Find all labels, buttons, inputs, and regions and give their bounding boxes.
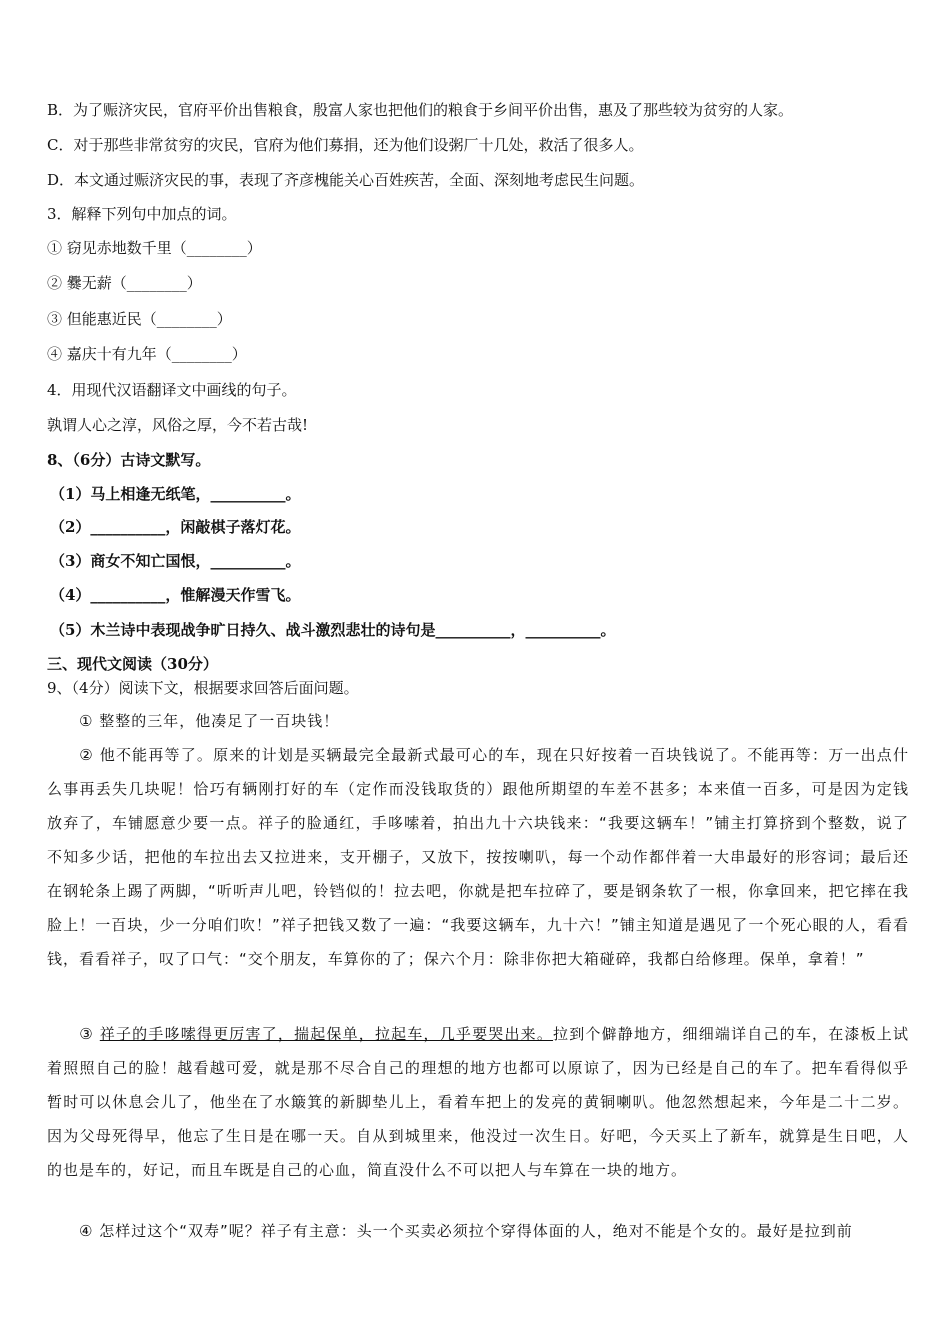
option-b: B．为了赈济灾民，官府平价出售粮食，殷富人家也把他们的粮食于乡间平价出售，惠及了那些较为贫穷的人家。: [47, 101, 794, 119]
question-8-item-5: （5）木兰诗中表现战争旷日持久、战斗激烈悲壮的诗句是__________，__________。: [50, 621, 616, 639]
question-4-sentence: 孰谓人心之淳，风俗之厚，今不若古哉!: [47, 416, 309, 434]
passage-underlined-sentence: 祥子的手哆嗦得更厉害了，揣起保单，拉起车，几乎要哭出来。: [99, 1025, 554, 1043]
passage-paragraph-2: [47, 738, 909, 976]
question-3-item-2: ② 爨无薪（________）: [47, 274, 202, 292]
passage-paragraph-4: [47, 1214, 909, 1248]
section-3-heading: 三、现代文阅读（30分）: [47, 655, 218, 673]
option-d: D．本文通过赈济灾民的事，表现了齐彦槐能关心百姓疾苦，全面、深刻地考虑民生问题。: [47, 171, 645, 189]
option-c: C．对于那些非常贫穷的灾民，官府为他们募捐，还为他们设粥厂十几处，救活了很多人。: [47, 136, 644, 154]
passage-paragraph-3-prefix: ③: [79, 1025, 100, 1043]
passage-paragraph-3: [47, 1017, 909, 1187]
question-8-item-1: （1）马上相逢无纸笔，__________。: [50, 485, 301, 503]
question-8-item-3: （3）商女不知亡国恨，__________。: [50, 552, 301, 570]
passage-paragraph-4-text: ④ 怎样过这个“双寿”呢？祥子有主意：头一个买卖必须拉个穿得体面的人，绝对不能是个女的。最好是拉到前: [79, 1222, 853, 1240]
question-3-item-1: ① 窃见赤地数千里（________）: [47, 239, 262, 257]
question-3-item-3: ③ 但能惠近民（________）: [47, 310, 232, 328]
question-3-title: 3．解释下列句中加点的词。: [47, 205, 237, 223]
passage-paragraph-3-text: 拉到个僻静地方，细细端详自己的车，在漆板上试着照照自己的脸！越看越可爱，就是那不尽合自己的理想的地方也都可以原谅了，因为已经是自己的车了。把车看得似乎暂时可以休息会儿了，他坐在了水簸箕的新脚垫儿上，看着车把上的发亮的黄铜喇叭。他忽然想起来，今年是二十二岁。因为父母死得早，他忘了生日是在哪一天。自从到城里来，他没过一次生日。好吧，今天买上了新车，就算是生日吧，人的也是车的，好记，而且车既是自己的心血，简直没什么不可以把人与车算在一块的地方。: [47, 1025, 909, 1179]
passage-paragraph-2-text: ② 他不能再等了。原来的计划是买辆最完全最新式最可心的车，现在只好按着一百块钱说了。不能再等：万一出点什么事再丢失几块呢！恰巧有辆刚打好的车（定作而没钱取货的）跟他所期望的车差不甚多；本来值一百多，可是因为定钱放弃了，车铺愿意少要一点。祥子的脸通红，手哆嗦着，拍出九十六块钱来：“我要这辆车！”铺主打算挤到个整数，说了不知多少话，把他的车拉出去又拉进来，支开棚子，又放下，按按喇叭，每一个动作都伴着一大串最好的形容词；最后还在钢轮条上踢了两脚，“听听声儿吧，铃铛似的！拉去吧，你就是把车拉碎了，要是钢条软了一根，你拿回来，把它摔在我脸上！一百块，少一分咱们吹！”祥子把钱又数了一遍：“我要这辆车，九十六！”铺主知道是遇见了一个死心眼的人，看看钱，看看祥子，叹了口气：“交个朋友，车算你的了；保六个月：除非你把大箱碰碎，我都白给修理。保单，拿着！”: [47, 746, 909, 968]
passage-paragraph-1: [47, 704, 909, 738]
question-3-item-4: ④ 嘉庆十有九年（________）: [47, 345, 247, 363]
question-8-item-2: （2）__________，闲敲棋子落灯花。: [50, 518, 301, 536]
question-8-item-4: （4）__________，惟解漫天作雪飞。: [50, 586, 301, 604]
question-9-intro: 9、（4分）阅读下文，根据要求回答后面问题。: [47, 679, 359, 697]
question-4-title: 4．用现代汉语翻译文中画线的句子。: [47, 381, 297, 399]
question-8-title: 8、（6分）古诗文默写。: [47, 451, 211, 469]
passage-paragraph-1-text: ① 整整的三年，他凑足了一百块钱！: [79, 712, 340, 730]
